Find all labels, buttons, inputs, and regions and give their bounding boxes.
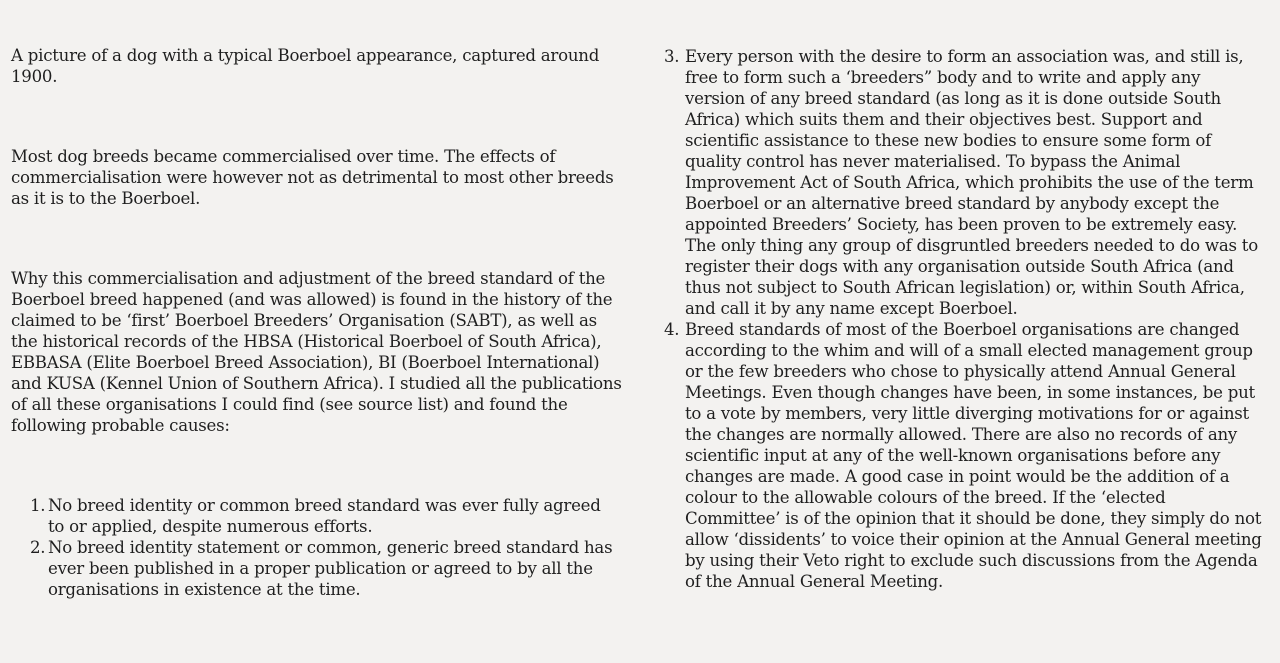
list-item-text: No breed identity statement or common, generic breed standard has ever been published in a proper publication or agreed to by all the organisations in existence at the time. (48, 538, 613, 599)
causes-list-part-1 (11, 495, 621, 600)
list-item (11, 537, 621, 600)
list-item-number: 2. (30, 538, 46, 557)
list-item-text: Breed standards of most of the Boerboel organisations are changed according to the whim and will of a small elected management group or the few breeders who chose to physically attend Annual General Meetings. Even though changes have been, in some instances, be put to a vote by members, very little diverging motivations for or against the changes are normally allowed. There are also no records of any scientific input at any of the well-known organisations before any changes are made. A good case in point would be the addition of a colour to the allowable colours of the breed. If the ‘elected Committee’ is of the opinion that it should be done, they simply do not allow ‘dissidents’ to voice their opinion at the Annual General meeting by using their Veto right to exclude such discussions from the Agenda of the Annual General Meeting. (685, 320, 1262, 591)
list-item (664, 46, 1264, 319)
paragraph-history: Why this commercialisation and adjustment of the breed standard of the Boerboel breed happened (and was allowed) is found in the history of the claimed to be ‘first’ Boerboel Breeders’ Organisation (SABT), as well as the historical records of the HBSA (Historical Boerboel of South Africa), EBBASA (Elite Boerboel Breed Association), BI (Boerboel International) and KUSA (Kennel Union of Southern Africa). I studied all the publications of all these organisations I could find (see source list) and found the following probable causes: (11, 269, 622, 435)
causes-list-part-2 (664, 46, 1264, 592)
list-item-number: 4. (664, 320, 680, 339)
image-caption: A picture of a dog with a typical Boerboel appearance, captured around 1900. (11, 46, 600, 86)
list-item-number: 1. (30, 496, 46, 515)
list-item (664, 319, 1264, 592)
list-item-text: No breed identity or common breed standard was ever fully agreed to or applied, despite numerous efforts. (48, 496, 601, 536)
list-item (11, 495, 621, 537)
list-item-text: Every person with the desire to form an association was, and still is, free to form such a ‘breeders” body and to write and apply any version of any breed standard (as long as it is done outside South Africa) which suits them and their objectives best. Support and scientific assistance to these new bodies to ensure some form of quality control has never materialised. To bypass the Animal Improvement Act of South Africa, which prohibits the use of the term Boerboel or an alternative breed standard by anybody except the appointed Breeders’ Society, has been proven to be extremely easy. The only thing any group of disgruntled breeders needed to do was to register their dogs with any organisation outside South Africa (and thus not subject to South African legislation) or, within South Africa, and call it by any name except Boerboel. (685, 47, 1258, 318)
list-item-number: 3. (664, 47, 680, 66)
paragraph-commercialisation: Most dog breeds became commercialised over time. The effects of commercialisation were however not as detrimental to most other breeds as it is to the Boerboel. (11, 147, 614, 208)
